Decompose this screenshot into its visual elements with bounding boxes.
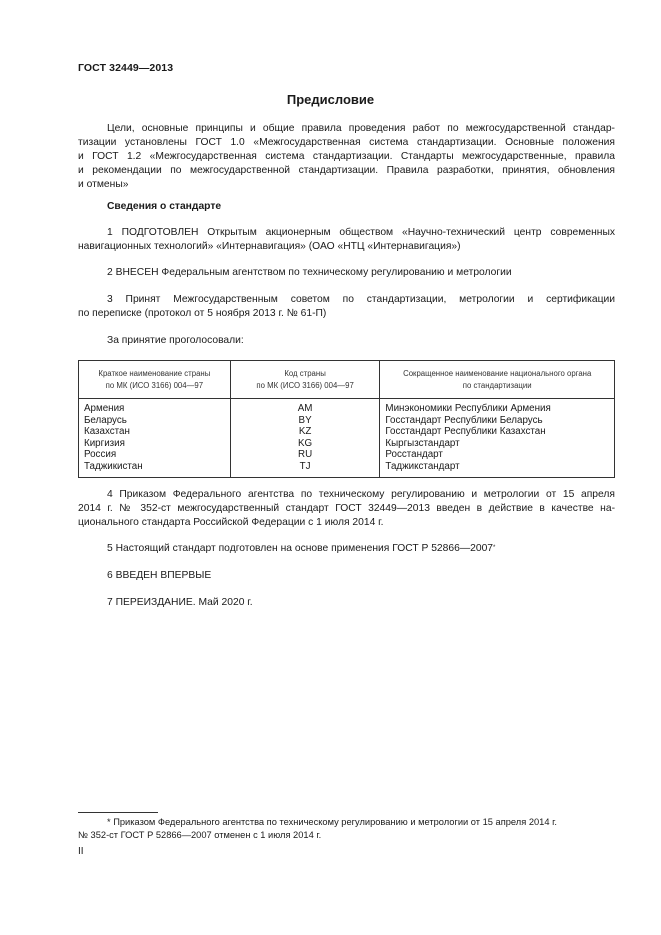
footnote-line: * Приказом Федерального агентства по техническому регулированию и метрологии от 15 апреля 2014 г. [107,817,557,827]
header-line: Краткое наименование страны [98,369,211,378]
cell-body: Госстандарт Республики Казахстан [380,426,615,438]
cell-code: BY [230,415,380,427]
item-7 [78,596,615,610]
item-line: навигационных технологий» «Интернавигация» (ОАО «НТЦ «Интернавигация») [78,241,461,252]
item-line: 3 Принят Межгосударственным советом по стандартизации, метрологии и сертификации [107,294,615,305]
cell-body: Таджикстандарт [380,461,615,477]
cell-code: KG [230,438,380,450]
cell-body: Минэкономики Республики Армения [380,399,615,415]
item-line: 7 ПЕРЕИЗДАНИЕ. Май 2020 г. [107,597,253,608]
item-line: 2014 г. № 352-ст межгосударственный стандарт ГОСТ 32449—2013 введен в действие в качестве на- [78,503,615,514]
cell-code: KZ [230,426,380,438]
header-line: по стандартизации [462,381,532,390]
table-row [79,399,615,415]
intro-line: тизации установлены ГОСТ 1.0 «Межгосударственная система стандартизации. Основные положения [78,137,615,148]
item-6 [78,569,615,583]
item-3 [78,293,615,321]
section-heading [78,200,615,214]
intro-line: и рекомендации по межгосударственной стандартизации. Правила разработки, принятия, обновления [78,165,615,176]
page-number: II [78,846,84,857]
cell-country: Россия [79,449,231,461]
table-row [79,426,615,438]
item-5 [78,542,615,556]
intro-paragraph [78,122,615,192]
item-line: 2 ВНЕСЕН Федеральным агентством по техническому регулированию и метрологии [107,267,512,278]
footnote [78,816,615,842]
document-code: ГОСТ 32449—2013 [78,62,174,74]
table-header-row [79,361,615,399]
table-row [79,449,615,461]
cell-body: Кыргызстандарт [380,438,615,450]
cell-country: Казахстан [79,426,231,438]
item-1 [78,226,615,254]
page-title: Предисловие [286,92,375,107]
header-line: Сокращенное наименование национального органа [403,369,592,378]
item-line: 6 ВВЕДЕН ВПЕРВЫЕ [107,570,212,581]
footnote-line: № 352-ст ГОСТ Р 52866—2007 отменен с 1 июля 2014 г. [78,830,322,840]
cell-code: AM [230,399,380,415]
item-2 [78,266,615,280]
cell-body: Росстандарт [380,449,615,461]
footnote-mark: * [493,545,496,551]
voted-label [78,334,615,348]
table-row [79,461,615,477]
voted-label-text: За принятие проголосовали: [107,335,244,346]
column-header-code [230,361,380,399]
table-row [79,415,615,427]
item-line [78,542,615,556]
cell-country: Беларусь [79,415,231,427]
header-line: по МК (ИСО 3166) 004—97 [256,381,354,390]
item-line: ционального стандарта Российской Федерации с 1 июля 2014 г. [78,517,384,528]
column-header-body [380,361,615,399]
item-4 [78,488,615,530]
column-header-country [79,361,231,399]
cell-country: Таджикистан [79,461,231,477]
item-line: 1 ПОДГОТОВЛЕН Открытым акционерным обществом «Научно-технический центр современных [107,227,615,238]
cell-body: Госстандарт Республики Беларусь [380,415,615,427]
voting-table [78,360,615,478]
section-heading-text: Сведения о стандарте [107,201,222,212]
item-5-text: 5 Настоящий стандарт подготовлен на основе применения ГОСТ Р 52866—2007 [107,543,494,554]
intro-line: Цели, основные принципы и общие правила проведения работ по межгосударственной стандар- [107,123,615,134]
intro-line: и отмены» [78,179,129,190]
footnote-divider [78,812,158,813]
item-line: по переписке (протокол от 5 ноября 2013 г. № 61-П) [78,308,327,319]
cell-country: Армения [79,399,231,415]
intro-line: и ГОСТ 1.2 «Межгосударственная система стандартизации. Стандарты межгосударственные, правила [78,151,615,162]
item-line: 4 Приказом Федерального агентства по техническому регулированию и метрологии от 15 апреля [107,489,615,500]
cell-code: RU [230,449,380,461]
cell-code: TJ [230,461,380,477]
cell-country: Киргизия [79,438,231,450]
header-line: Код страны [284,369,326,378]
table-row [79,438,615,450]
header-line: по МК (ИСО 3166) 004—97 [105,381,204,390]
